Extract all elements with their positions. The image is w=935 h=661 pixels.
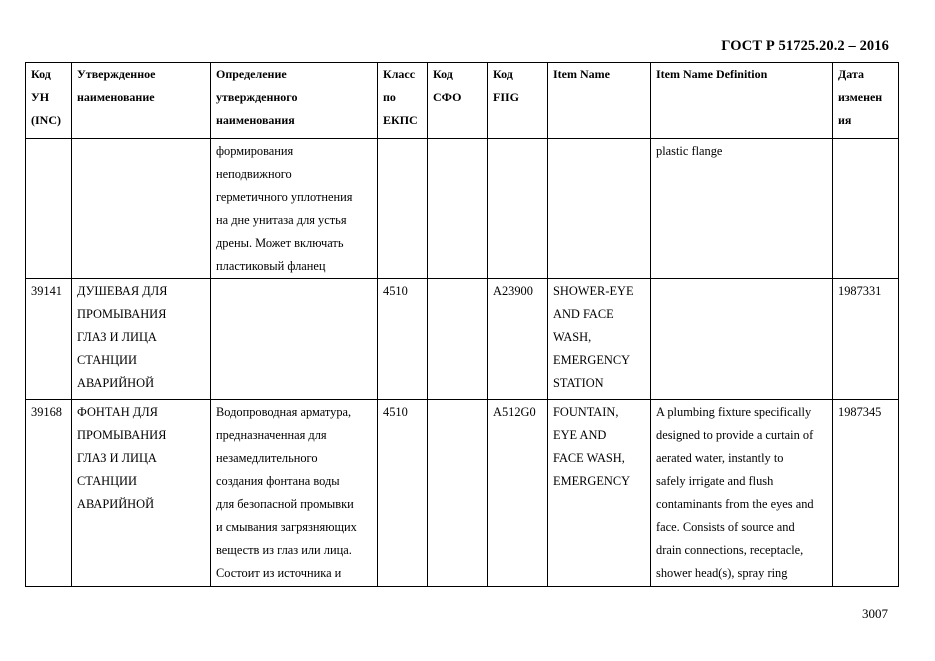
cell-approved-name: ФОНТАН ДЛЯ ПРОМЫВАНИЯ ГЛАЗ И ЛИЦА СТАНЦИИ АВАРИЙНОЙ [72,400,211,587]
cell-class [378,139,428,279]
cell-item-name-definition: plastic flange [651,139,833,279]
header-definition: Определение утвержденного наименования [211,63,378,139]
header-approved-name: Утвержденное наименование [72,63,211,139]
cell-inc [26,139,72,279]
cell-definition [211,279,378,400]
table-header-row [26,63,899,139]
cell-approved-name [72,139,211,279]
cell-sfo [428,400,488,587]
header-inc: Код УН (INC) [26,63,72,139]
cell-item-name: SHOWER-EYE AND FACE WASH, EMERGENCY STATION [548,279,651,400]
cell-inc: 39141 [26,279,72,400]
header-item-name: Item Name [548,63,651,139]
cell-item-name [548,139,651,279]
item-name-table [25,62,899,587]
cell-fiig: A23900 [488,279,548,400]
table-row [26,400,899,587]
cell-sfo [428,279,488,400]
table-row [26,279,899,400]
cell-item-name-definition: A plumbing fixture specifically designed to provide a curtain of aerated water, instantly to safely irrigate and flush contaminants from the eyes and face. Consists of source and drain connections, receptacle, shower head(s), spray ring [651,400,833,587]
cell-fiig: A512G0 [488,400,548,587]
cell-definition: формирования неподвижного герметичного уплотнения на дне унитаза для устья дрены. Может включать пластиковый фланец [211,139,378,279]
cell-item-name: FOUNTAIN, EYE AND FACE WASH, EMERGENCY [548,400,651,587]
cell-change-date: 1987345 [833,400,899,587]
cell-inc: 39168 [26,400,72,587]
cell-item-name-definition [651,279,833,400]
cell-approved-name: ДУШЕВАЯ ДЛЯ ПРОМЫВАНИЯ ГЛАЗ И ЛИЦА СТАНЦИИ АВАРИЙНОЙ [72,279,211,400]
header-change-date: Дата изменен ия [833,63,899,139]
cell-class: 4510 [378,279,428,400]
cell-class: 4510 [378,400,428,587]
header-class: Класс по ЕКПС [378,63,428,139]
document-code: ГОСТ Р 51725.20.2 – 2016 [721,38,889,54]
cell-fiig [488,139,548,279]
header-fiig: Код FIIG [488,63,548,139]
header-item-name-definition: Item Name Definition [651,63,833,139]
cell-definition: Водопроводная арматура, предназначенная для незамедлительного создания фонтана воды для безопасной промывки и смывания загрязняющих веществ из глаз или лица. Состоит из источника и [211,400,378,587]
table-row [26,139,899,279]
cell-change-date: 1987331 [833,279,899,400]
header-sfo: Код СФО [428,63,488,139]
cell-change-date [833,139,899,279]
cell-sfo [428,139,488,279]
page-number: 3007 [862,606,888,621]
